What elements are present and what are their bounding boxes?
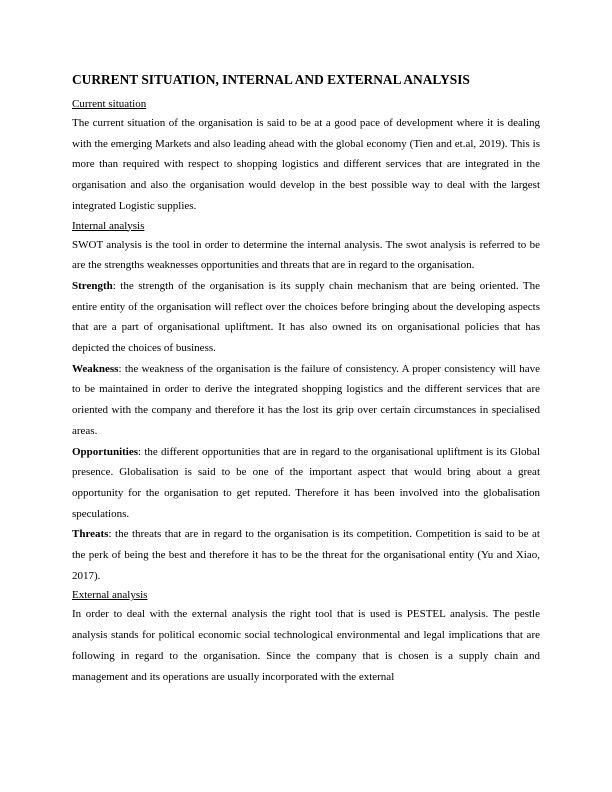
threats-paragraph [72, 524, 540, 586]
current-situation-paragraph: The current situation of the organisation is said to be at a good pace of development where it is dealing with the emerging Markets and also leading ahead with the global economy (Tien and et.al, 2019). This is more than required with respect to shopping logistics and different services that are integrated in the organisation and also the organisation would develop in the best possible way to deal with the largest integrated Logistic supplies. [72, 117, 540, 212]
threats-label: Threats [72, 528, 109, 541]
internal-analysis-heading: Internal analysis [72, 219, 145, 232]
threats-text: : the threats that are in regard to the organisation is its competition. Competition is said to be at the perk of being the best and therefore it has to be the threat for the organisational entity (Yu and Xiao, 2017). [72, 528, 540, 582]
opportunities-text: : the different opportunities that are in regard to the organisational upliftment is its Global presence. Globalisation is said to be one of the important aspect that would bring about a great opportunity for the organisation to get reputed. Therefore it has been involved into the globalisation speculations. [72, 445, 540, 520]
current-situation-heading: Current situation [72, 98, 147, 110]
weakness-text: : the weakness of the organisation is the failure of consistency. A proper consistency will have to be maintained in order to derive the integrated shopping logistics and the different services that are oriented with the company and therefore it has the lost its grip over certain circumstances in specialised areas. [72, 362, 540, 437]
weakness-paragraph [72, 359, 540, 442]
internal-analysis-intro-paragraph: SWOT analysis is the tool in order to determine the internal analysis. The swot analysis is referred to be are the strengths weaknesses opportunities and threats that are in regard to the organisation. [72, 238, 540, 272]
strength-label: Strength [72, 279, 113, 292]
strength-text: : the strength of the organisation is its supply chain mechanism that are being oriented. The entire entity of the organisation will reflect over the choices before bringing about the developing aspects that are a part of organisational upliftment. It has also owned its on organisational policies that has depicted the choices of business. [72, 279, 540, 355]
opportunities-label: Opportunities [72, 445, 139, 458]
external-analysis-heading: External analysis [72, 589, 148, 602]
document-page [72, 70, 540, 687]
strength-paragraph [72, 276, 540, 359]
weakness-label: Weakness [72, 362, 119, 375]
page-title: CURRENT SITUATION, INTERNAL AND EXTERNAL ANALYSIS [72, 72, 470, 87]
external-analysis-paragraph: In order to deal with the external analysis the right tool that is used is PESTEL analysis. The pestle analysis stands for political economic social technological environmental and legal implications that are following in regard to the organisation. Since the company that is chosen is a supply chain and management and its operations are usually incorporated with the external [72, 608, 540, 683]
opportunities-paragraph [72, 442, 540, 525]
